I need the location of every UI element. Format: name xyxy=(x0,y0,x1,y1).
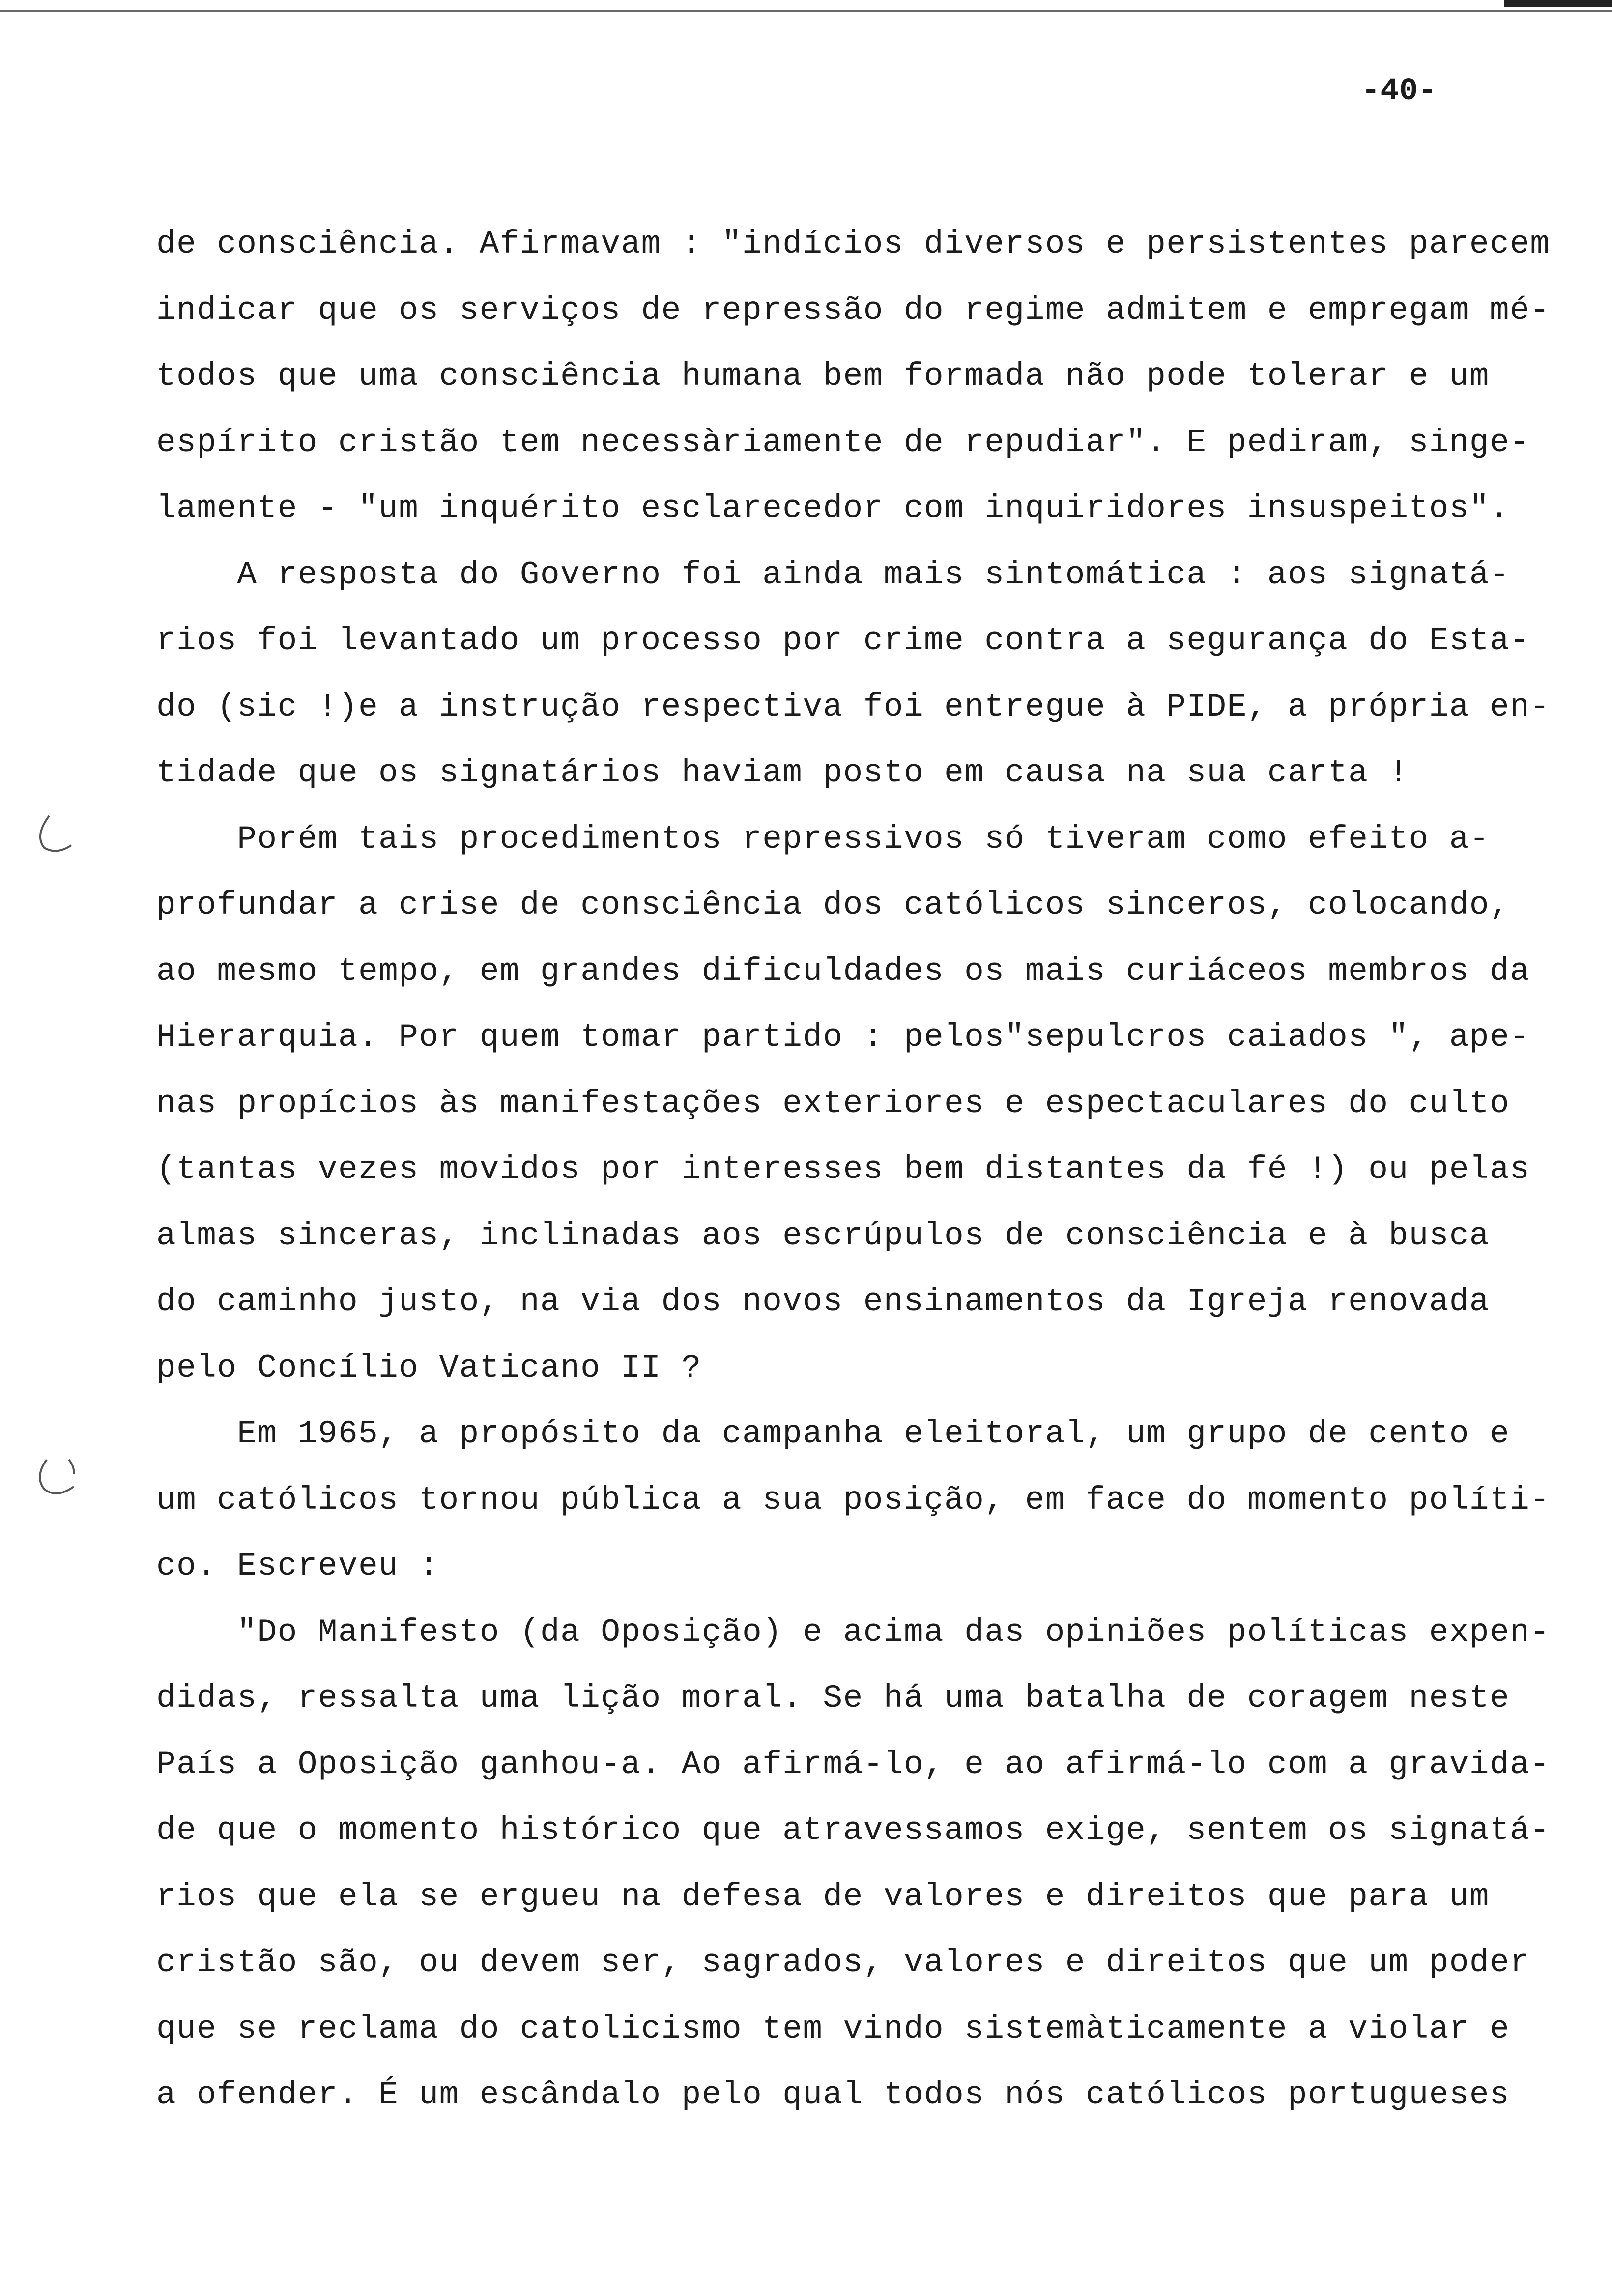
text-line: País a Oposição ganhou-a. Ao afirmá-lo, e ao afirmá-lo com a gravida- xyxy=(156,1746,1551,1783)
text-line: cristão são, ou devem ser, sagrados, valores e direitos que um poder xyxy=(156,1944,1530,1981)
text-line: almas sinceras, inclinadas aos escrúpulos de consciência e à busca xyxy=(156,1217,1490,1254)
text-line: todos que uma consciência humana bem formada não pode tolerar e um xyxy=(156,358,1490,395)
text-line: rios foi levantado um processo por crime contra a segurança do Esta- xyxy=(156,622,1530,659)
text-line: co. Escreveu : xyxy=(156,1548,439,1584)
text-line: nas propícios às manifestações exteriores e espectaculares do culto xyxy=(156,1085,1510,1122)
text-line: Em 1965, a propósito da campanha eleitoral, um grupo de cento e xyxy=(156,1415,1510,1452)
page-top-edge-shadow xyxy=(1504,0,1612,7)
text-line: ao mesmo tempo, em grandes dificuldades os mais curiáceos membros da xyxy=(156,952,1530,990)
text-line: tidade que os signatários haviam posto em causa na sua carta ! xyxy=(156,754,1409,791)
text-line: Porém tais procedimentos repressivos só tiveram como efeito a- xyxy=(156,820,1490,858)
punch-hole-mark-icon xyxy=(29,806,84,860)
text-line: lamente - "um inquérito esclarecedor com inquiridores insuspeitos". xyxy=(156,490,1510,527)
text-line: de consciência. Afirmavam : "indícios diversos e persistentes parecem xyxy=(156,226,1551,262)
text-line: profundar a crise de consciência dos católicos sinceros, colocando, xyxy=(156,887,1510,923)
text-line: que se reclama do catolicismo tem vindo sistemàticamente a violar e xyxy=(156,2010,1510,2047)
text-line: indicar que os serviços de repressão do regime admitem e empregam mé- xyxy=(156,291,1551,329)
page-number: -40- xyxy=(1361,74,1437,109)
text-line: espírito cristão tem necessàriamente de repudiar". E pediram, singe- xyxy=(156,424,1530,461)
text-line: de que o momento histórico que atravessamos exige, sentem os signatá- xyxy=(156,1812,1551,1849)
text-line: Hierarquia. Por quem tomar partido : pelos"sepulcros caiados ", ape- xyxy=(156,1019,1530,1056)
text-line: rios que ela se ergueu na defesa de valores e direitos que para um xyxy=(156,1878,1490,1915)
text-line: do caminho justo, na via dos novos ensinamentos da Igreja renovada xyxy=(156,1283,1490,1320)
page-top-edge xyxy=(0,0,1612,12)
text-line: didas, ressalta uma lição moral. Se há uma batalha de coragem neste xyxy=(156,1680,1510,1717)
text-line: um católicos tornou pública a sua posição, em face do momento políti- xyxy=(156,1481,1551,1519)
text-line: "Do Manifesto (da Oposição) e acima das opiniões políticas expen- xyxy=(156,1613,1551,1651)
text-line: A resposta do Governo foi ainda mais sintomática : aos signatá- xyxy=(156,556,1510,593)
typed-text-body xyxy=(156,211,1572,2128)
text-line: pelo Concílio Vaticano II ? xyxy=(156,1349,702,1386)
text-line: do (sic !)e a instrução respectiva foi entregue à PIDE, a própria en- xyxy=(156,688,1551,725)
text-line: a ofender. É um escândalo pelo qual todos nós católicos portugueses xyxy=(156,2076,1510,2113)
text-line: (tantas vezes movidos por interesses bem distantes da fé !) ou pelas xyxy=(156,1151,1530,1188)
punch-hole-mark-icon xyxy=(29,1450,84,1504)
